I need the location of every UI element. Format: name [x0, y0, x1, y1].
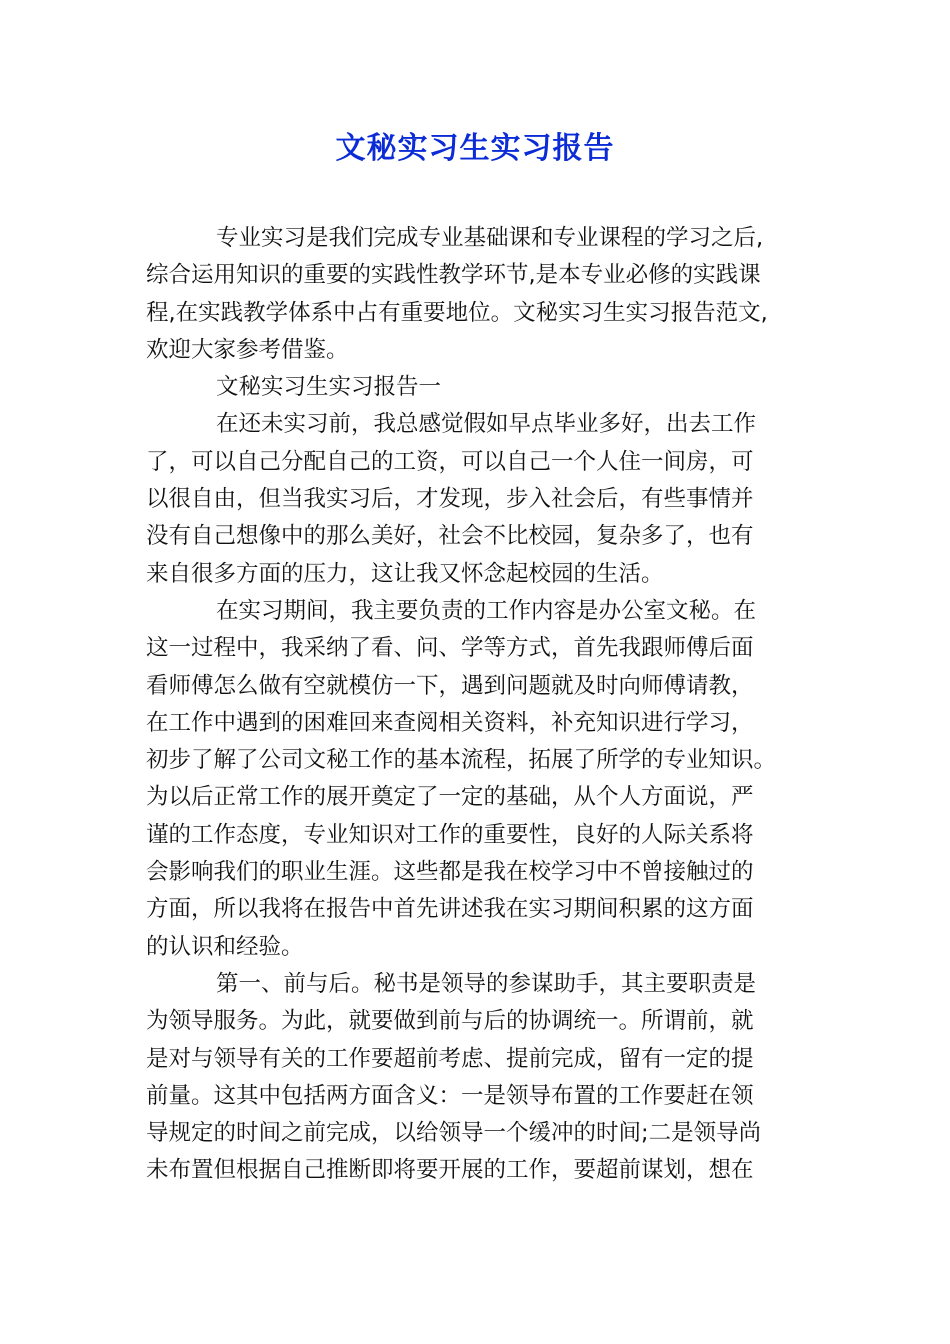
text-line: 综合运用知识的重要的实践性教学环节,是本专业必修的实践课	[146, 262, 761, 289]
document-title: 文秘实习生实习报告	[335, 131, 615, 166]
text-line: 来自很多方面的压力，这让我又怀念起校园的生活。	[146, 560, 664, 587]
text-line: 第一、前与后。秘书是领导的参谋助手，其主要职责是	[216, 970, 757, 997]
text-line: 没有自己想像中的那么美好，社会不比校园，复杂多了，也有	[146, 523, 754, 550]
text-line: 在还未实习前，我总感觉假如早点毕业多好，出去工作	[216, 411, 757, 438]
text-line: 初步了解了公司文秘工作的基本流程，拓展了所学的专业知识。	[146, 747, 777, 774]
text-line: 是对与领导有关的工作要超前考虑、提前完成，留有一定的提	[146, 1045, 754, 1072]
text-line: 专业实习是我们完成专业基础课和专业课程的学习之后,	[216, 225, 764, 251]
text-line: 未布置但根据自己推断即将要开展的工作，要超前谋划，想在	[146, 1157, 754, 1184]
text-line: 这一过程中，我采纳了看、问、学等方式，首先我跟师傅后面	[146, 635, 754, 662]
text-line: 程,在实践教学体系中占有重要地位。文秘实习生实习报告范文,	[146, 299, 768, 326]
text-line: 的认识和经验。	[146, 933, 304, 960]
text-line: 看师傅怎么做有空就模仿一下，遇到问题就及时向师傅请教，	[146, 672, 754, 699]
text-line: 谨的工作态度，专业知识对工作的重要性，良好的人际关系将	[146, 821, 754, 848]
text-line: 欢迎大家参考借鉴。	[146, 336, 349, 363]
text-line: 文秘实习生实习报告一	[216, 374, 442, 401]
text-line: 为以后正常工作的展开奠定了一定的基础，从个人方面说，严	[146, 784, 754, 811]
text-line: 前量。这其中包括两方面含义：一是领导布置的工作要赶在领	[146, 1082, 754, 1109]
text-line: 以很自由，但当我实习后，才发现，步入社会后，有些事情并	[146, 486, 754, 513]
text-line: 在实习期间，我主要负责的工作内容是办公室文秘。在	[216, 597, 757, 624]
text-line: 会影响我们的职业生涯。这些都是我在校学习中不曾接触过的	[146, 859, 754, 886]
text-line: 为领导服务。为此，就要做到前与后的协调统一。所谓前，就	[146, 1008, 754, 1035]
text-line: 导规定的时间之前完成，以给领导一个缓冲的时间;二是领导尚	[146, 1120, 762, 1147]
document-body	[146, 220, 806, 1190]
text-line: 了，可以自己分配自己的工资，可以自己一个人住一间房，可	[146, 448, 754, 475]
text-line: 方面，所以我将在报告中首先讲述我在实习期间积累的这方面	[146, 896, 754, 923]
text-line: 在工作中遇到的困难回来查阅相关资料，补充知识进行学习，	[146, 709, 754, 736]
